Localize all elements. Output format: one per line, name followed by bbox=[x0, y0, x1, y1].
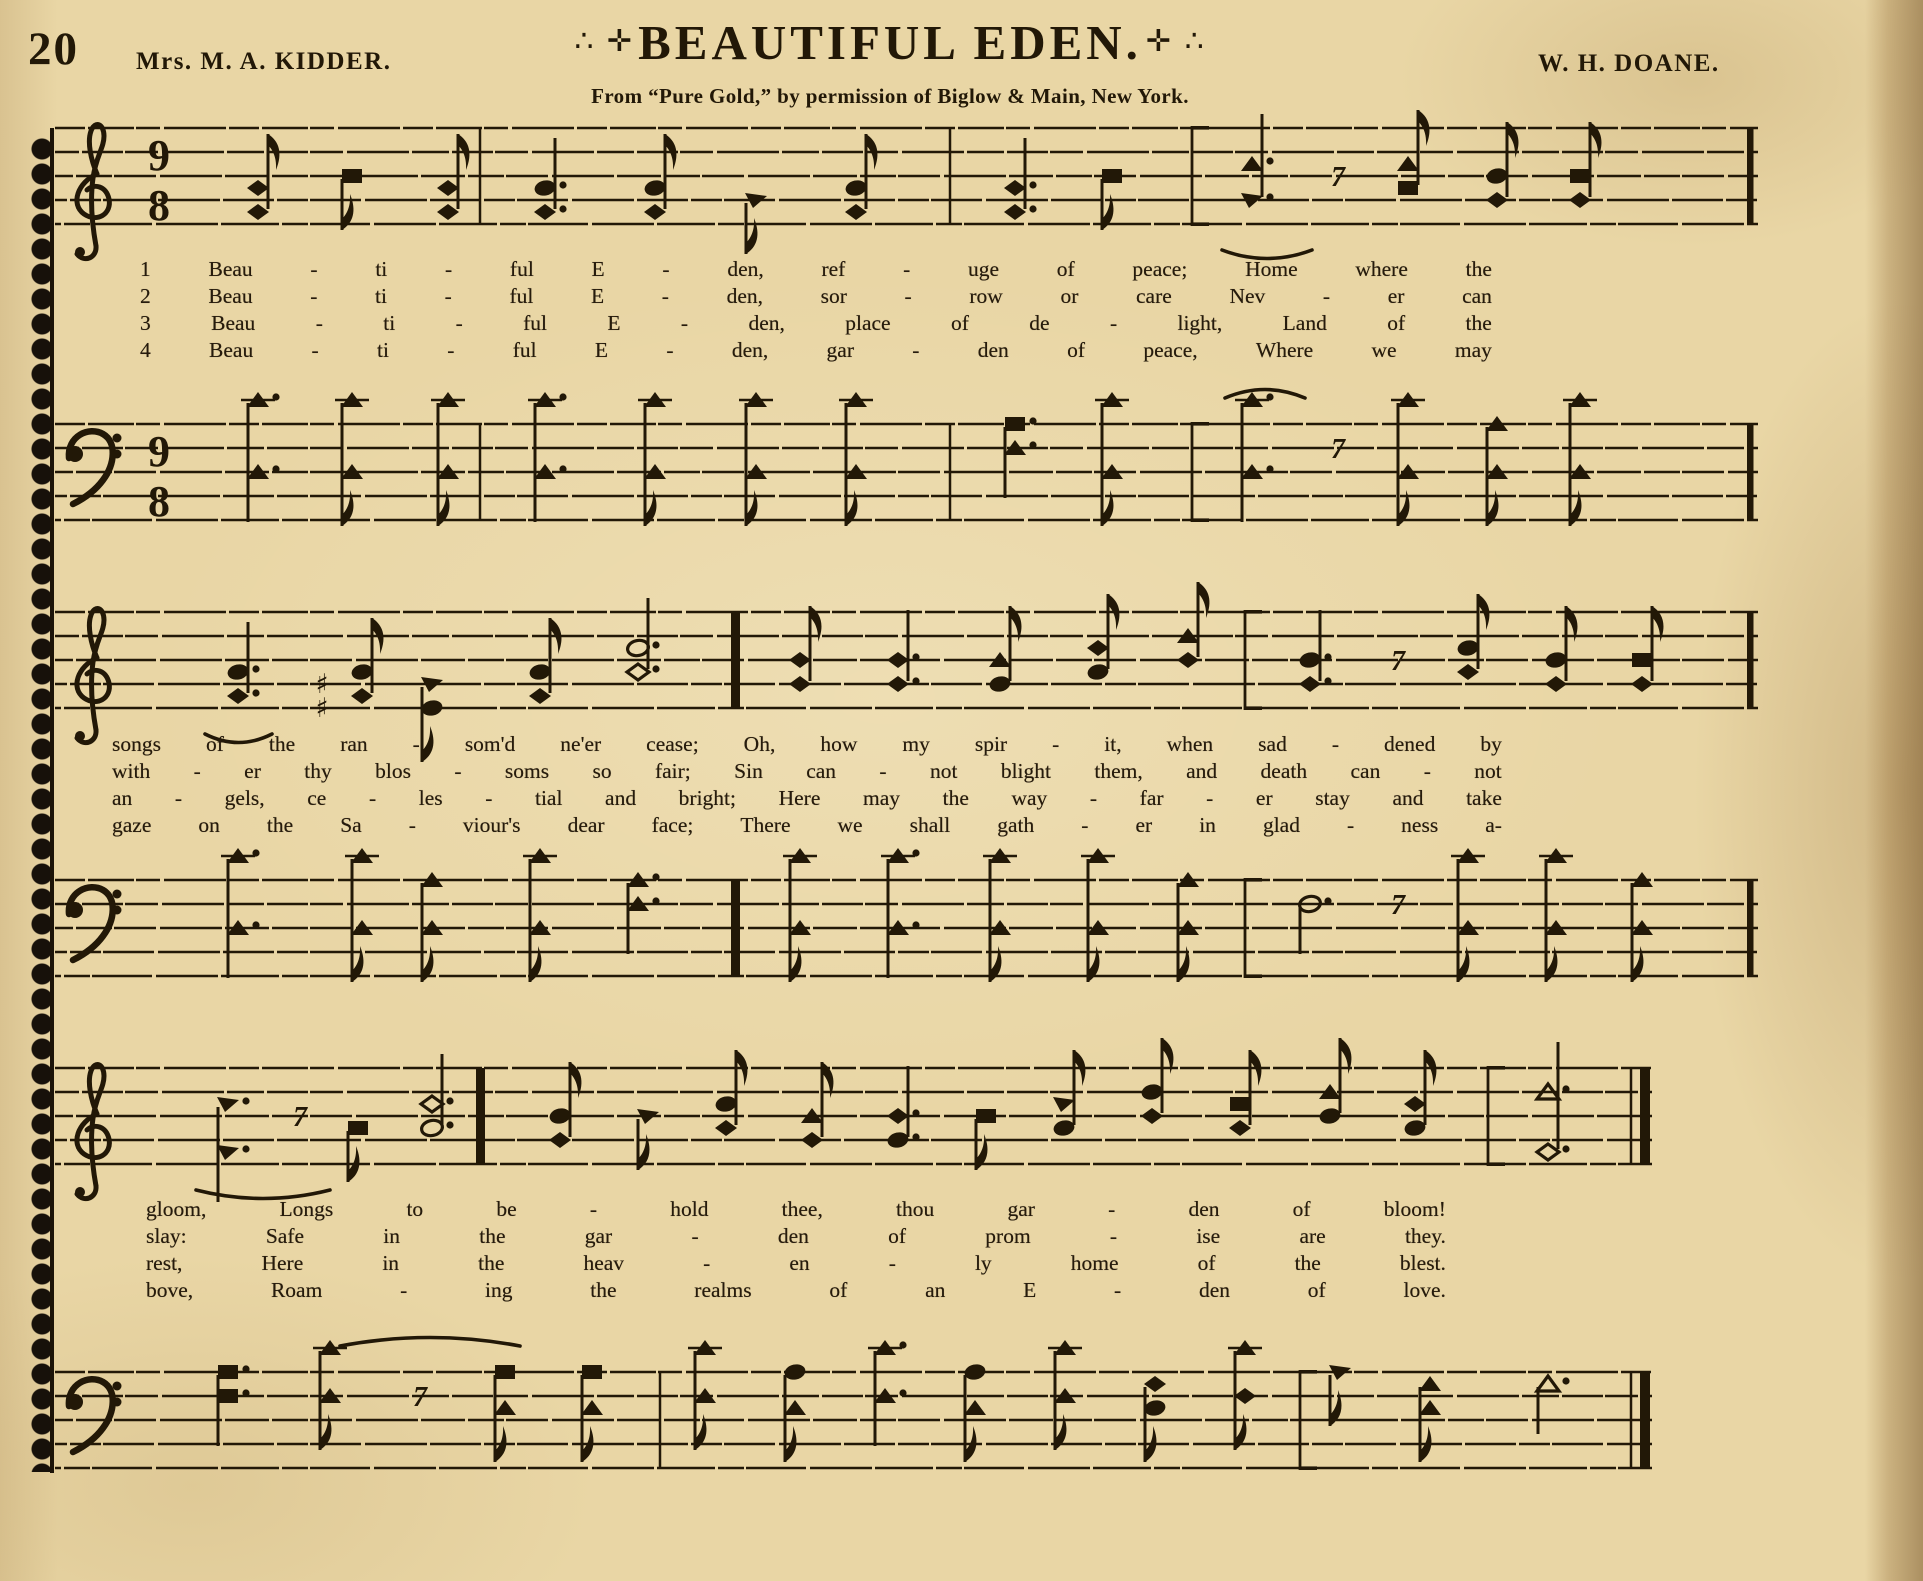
lyric-word: soms bbox=[504, 759, 550, 783]
lyric-word: the bbox=[1465, 311, 1492, 335]
svg-text:7: 7 bbox=[413, 1382, 427, 1413]
lyric-word: 1 bbox=[140, 257, 151, 281]
svg-text:9: 9 bbox=[148, 131, 170, 180]
lyrics-verse-line bbox=[112, 785, 1502, 811]
lyric-word: love. bbox=[1403, 1278, 1446, 1302]
lyric-word: row bbox=[969, 284, 1003, 308]
lyric-word: fair; bbox=[654, 759, 691, 783]
lyric-word: E bbox=[590, 284, 605, 308]
lyric-word: in bbox=[383, 1224, 401, 1248]
lyric-word: ti bbox=[383, 311, 396, 335]
lyric-word: of bbox=[205, 732, 224, 756]
lyric-word: Where bbox=[1255, 338, 1314, 362]
lyric-word: gloom, bbox=[146, 1197, 207, 1221]
lyric-word: - bbox=[444, 284, 452, 308]
lyric-word: on bbox=[198, 813, 220, 837]
lyric-word: E bbox=[591, 257, 605, 281]
lyric-word: les bbox=[418, 786, 443, 810]
lyric-word: - bbox=[455, 311, 463, 335]
lyric-word: home bbox=[1070, 1251, 1119, 1275]
lyric-word: my bbox=[902, 732, 930, 756]
lyric-word: - bbox=[903, 257, 911, 281]
lyric-word: er bbox=[244, 759, 261, 783]
lyric-word: can bbox=[1350, 759, 1381, 783]
lyric-word: may bbox=[1454, 338, 1492, 362]
lyric-word: peace; bbox=[1132, 257, 1188, 281]
lyric-word: ne'er bbox=[560, 732, 602, 756]
lyric-word: songs bbox=[112, 732, 161, 756]
lyric-word: take bbox=[1466, 786, 1502, 810]
lyric-word: thou bbox=[896, 1197, 935, 1221]
lyric-word: Nev bbox=[1229, 284, 1266, 308]
lyric-word: ful bbox=[523, 311, 547, 335]
lyric-word: spir bbox=[974, 732, 1008, 756]
lyric-word: - bbox=[1114, 1278, 1122, 1302]
lyric-word: - bbox=[703, 1251, 711, 1275]
lyric-word: 3 bbox=[140, 311, 151, 335]
lyric-word: - bbox=[1206, 786, 1214, 810]
lyrics-verse-line bbox=[140, 337, 1492, 363]
lyric-word: blight bbox=[1000, 759, 1051, 783]
source-attribution: From “Pure Gold,” by permission of Biglow & Main, New York. bbox=[591, 84, 1189, 108]
lyric-word: 4 bbox=[140, 338, 151, 362]
lyric-word: to bbox=[406, 1197, 424, 1221]
lyric-word: - bbox=[1346, 813, 1355, 837]
lyric-word: E bbox=[594, 338, 609, 362]
lyric-word: er bbox=[1135, 813, 1153, 837]
lyric-word: an bbox=[925, 1278, 946, 1302]
lyric-word: the bbox=[942, 786, 969, 810]
lyric-word: den, bbox=[748, 311, 785, 335]
lyric-word: face; bbox=[651, 813, 694, 837]
lyric-word: of bbox=[829, 1278, 848, 1302]
lyric-word: in bbox=[1199, 813, 1216, 837]
lyric-word: gar bbox=[1007, 1197, 1035, 1221]
lyric-word: - bbox=[310, 257, 318, 281]
composer-credit: W. H. DOANE. bbox=[1538, 50, 1720, 77]
lyric-word: the bbox=[479, 1224, 506, 1248]
lyric-word: ing bbox=[485, 1278, 513, 1302]
title-ornament-right-icon: ✛ ∴ bbox=[1145, 24, 1206, 59]
svg-text:7: 7 bbox=[1391, 890, 1405, 921]
lyric-word: sad bbox=[1258, 732, 1287, 756]
lyric-word: - bbox=[888, 1251, 896, 1275]
page-number: 20 bbox=[28, 23, 79, 75]
lyric-word: we bbox=[837, 813, 863, 837]
svg-text:7: 7 bbox=[293, 1102, 307, 1133]
lyric-word: ful bbox=[512, 338, 537, 362]
lyric-word: Sa bbox=[340, 813, 362, 837]
lyric-word: - bbox=[904, 284, 912, 308]
lyric-word: of bbox=[1292, 1197, 1311, 1221]
lyric-word: a- bbox=[1485, 813, 1502, 837]
lyric-word: There bbox=[740, 813, 791, 837]
lyric-word: E bbox=[1023, 1278, 1037, 1302]
lyric-word: it, bbox=[1104, 732, 1122, 756]
svg-text:7: 7 bbox=[1391, 646, 1405, 677]
lyric-word: can bbox=[806, 759, 837, 783]
lyric-word: far bbox=[1139, 786, 1164, 810]
svg-text:♯: ♯ bbox=[315, 693, 329, 724]
lyric-word: bloom! bbox=[1383, 1197, 1446, 1221]
lyric-word: how bbox=[820, 732, 858, 756]
page-title: BEAUTIFUL EDEN. bbox=[638, 15, 1142, 70]
lyrics-verse-line bbox=[140, 310, 1492, 336]
lyric-word: we bbox=[1371, 338, 1397, 362]
lyric-word: place bbox=[845, 311, 891, 335]
lyric-word: Beau bbox=[211, 311, 256, 335]
lyric-word: - bbox=[1108, 1197, 1116, 1221]
lyric-word: - bbox=[912, 338, 920, 362]
lyric-word: glad bbox=[1262, 813, 1300, 837]
lyric-word: - bbox=[662, 257, 670, 281]
lyric-word: the bbox=[478, 1251, 505, 1275]
svg-text:♯: ♯ bbox=[315, 669, 329, 700]
lyric-word: - bbox=[879, 759, 887, 783]
lyric-word: ti bbox=[375, 284, 387, 308]
lyric-word: the bbox=[266, 813, 294, 837]
lyric-word: den bbox=[1188, 1197, 1220, 1221]
lyric-word: of bbox=[1387, 311, 1406, 335]
lyric-word: ce bbox=[307, 786, 327, 810]
lyric-word: Beau bbox=[208, 284, 253, 308]
lyric-word: gath bbox=[997, 813, 1035, 837]
lyric-word: - bbox=[445, 257, 453, 281]
page-edge-shadow bbox=[1865, 0, 1923, 1581]
lyric-word: gar bbox=[826, 338, 854, 362]
lyric-word: they. bbox=[1404, 1224, 1446, 1248]
lyrics-verse-line bbox=[146, 1250, 1446, 1276]
lyric-word: - bbox=[174, 786, 183, 810]
lyric-word: of bbox=[1067, 338, 1086, 362]
lyric-word: - bbox=[447, 338, 455, 362]
lyrics-verse-line bbox=[112, 731, 1502, 757]
lyric-word: den bbox=[977, 338, 1009, 362]
lyric-word: ly bbox=[974, 1251, 992, 1275]
lyric-word: Beau bbox=[208, 257, 253, 281]
svg-text:8: 8 bbox=[148, 181, 170, 230]
lyric-word: Safe bbox=[265, 1224, 305, 1248]
lyric-word: - bbox=[1322, 284, 1331, 308]
lyricist-credit: Mrs. M. A. KIDDER. bbox=[136, 48, 392, 75]
lyric-word: or bbox=[1060, 284, 1079, 308]
lyric-word: blos bbox=[375, 759, 411, 783]
lyric-word: care bbox=[1136, 284, 1172, 308]
lyric-word: death bbox=[1260, 759, 1308, 783]
lyric-word: ran bbox=[340, 732, 368, 756]
lyric-word: and bbox=[1392, 786, 1424, 810]
lyric-word: - bbox=[485, 786, 493, 810]
svg-text:7: 7 bbox=[1331, 434, 1345, 465]
lyric-word: thee, bbox=[781, 1197, 823, 1221]
lyric-word: in bbox=[382, 1251, 400, 1275]
lyric-word: not bbox=[929, 759, 958, 783]
lyric-word: Oh, bbox=[743, 732, 776, 756]
lyric-word: - bbox=[408, 813, 416, 837]
lyric-word: den bbox=[1198, 1278, 1231, 1302]
lyric-word: of bbox=[888, 1224, 907, 1248]
lyric-word: the bbox=[268, 732, 296, 756]
lyric-word: - bbox=[1331, 732, 1340, 756]
lyric-word: stay bbox=[1315, 786, 1350, 810]
lyric-word: so bbox=[592, 759, 612, 783]
lyric-word: bright; bbox=[678, 786, 737, 810]
lyric-word: de bbox=[1029, 311, 1050, 335]
lyric-word: - bbox=[1081, 813, 1089, 837]
lyric-word: den, bbox=[726, 284, 763, 308]
lyric-word: light, bbox=[1177, 311, 1223, 335]
lyrics-verse-line bbox=[112, 812, 1502, 838]
lyric-word: Here bbox=[261, 1251, 304, 1275]
lyric-word: - bbox=[193, 759, 201, 783]
lyric-word: of bbox=[950, 311, 969, 335]
lyric-word: - bbox=[1109, 1224, 1118, 1248]
lyric-word: - bbox=[315, 311, 323, 335]
lyric-word: the bbox=[1294, 1251, 1321, 1275]
lyric-word: way bbox=[1011, 786, 1048, 810]
lyric-word: en bbox=[789, 1251, 810, 1275]
lyric-word: Home bbox=[1245, 257, 1298, 281]
lyric-word: er bbox=[1255, 786, 1273, 810]
lyric-word: and bbox=[605, 786, 637, 810]
lyric-word: sor bbox=[820, 284, 847, 308]
lyric-word: - bbox=[1052, 732, 1060, 756]
lyric-word: ref bbox=[821, 257, 846, 281]
lyric-word: of bbox=[1307, 1278, 1326, 1302]
lyric-word: uge bbox=[967, 257, 1000, 281]
lyrics-verse-line bbox=[112, 758, 1502, 784]
lyric-word: of bbox=[1056, 257, 1075, 281]
lyrics-verse-line bbox=[146, 1196, 1446, 1222]
lyric-word: peace, bbox=[1143, 338, 1198, 362]
lyric-word: may bbox=[862, 786, 901, 810]
lyric-word: ise bbox=[1196, 1224, 1221, 1248]
lyric-word: - bbox=[1423, 759, 1431, 783]
lyric-word: - bbox=[311, 338, 319, 362]
lyric-word: realms bbox=[694, 1278, 752, 1302]
lyric-word: ful bbox=[509, 257, 534, 281]
lyric-word: and bbox=[1186, 759, 1218, 783]
lyric-word: bove, bbox=[146, 1278, 194, 1302]
lyric-word: Beau bbox=[209, 338, 254, 362]
lyric-word: den, bbox=[727, 257, 764, 281]
lyric-word: 2 bbox=[140, 284, 151, 308]
lyric-word: heav bbox=[583, 1251, 625, 1275]
lyric-word: can bbox=[1462, 284, 1492, 308]
lyric-word: som'd bbox=[464, 732, 516, 756]
lyric-word: Land bbox=[1282, 311, 1327, 335]
lyric-word: Sin bbox=[734, 759, 763, 783]
lyric-word: the bbox=[1465, 257, 1492, 281]
lyric-word: - bbox=[368, 786, 377, 810]
lyric-word: prom bbox=[985, 1224, 1031, 1248]
lyric-word: of bbox=[1197, 1251, 1216, 1275]
lyric-word: ful bbox=[509, 284, 534, 308]
lyric-word: hold bbox=[670, 1197, 709, 1221]
svg-text:7: 7 bbox=[1331, 162, 1345, 193]
lyric-word: ti bbox=[375, 257, 388, 281]
lyric-word: viour's bbox=[462, 813, 521, 837]
lyric-word: an bbox=[112, 786, 133, 810]
lyric-word: den, bbox=[731, 338, 769, 362]
lyrics-verse-line bbox=[140, 283, 1492, 309]
lyric-word: - bbox=[1089, 786, 1098, 810]
lyric-word: Longs bbox=[279, 1197, 334, 1221]
lyric-word: - bbox=[589, 1197, 598, 1221]
lyric-word: gels, bbox=[224, 786, 265, 810]
lyric-word: blest. bbox=[1399, 1251, 1446, 1275]
lyric-word: - bbox=[680, 311, 689, 335]
lyric-word: cease; bbox=[646, 732, 699, 756]
lyric-word: - bbox=[661, 284, 669, 308]
lyric-word: shall bbox=[909, 813, 951, 837]
lyric-word: - bbox=[691, 1224, 699, 1248]
svg-text:8: 8 bbox=[148, 477, 170, 526]
lyric-word: dened bbox=[1384, 732, 1436, 756]
lyric-word: - bbox=[666, 338, 674, 362]
lyric-word: where bbox=[1355, 257, 1408, 281]
lyric-word: are bbox=[1299, 1224, 1326, 1248]
lyric-word: Here bbox=[778, 786, 821, 810]
staff-system3-bass bbox=[21, 1272, 1686, 1560]
lyrics-verse-line bbox=[140, 256, 1492, 282]
title-ornament-left-icon: ∴ ✛ bbox=[574, 24, 635, 59]
lyric-word: thy bbox=[304, 759, 332, 783]
lyric-word: be bbox=[496, 1197, 517, 1221]
lyric-word: den bbox=[777, 1224, 809, 1248]
lyric-word: - bbox=[310, 284, 318, 308]
lyric-word: E bbox=[607, 311, 621, 335]
lyric-word: rest, bbox=[146, 1251, 183, 1275]
svg-text:9: 9 bbox=[148, 427, 170, 476]
lyric-word: ti bbox=[377, 338, 389, 362]
lyric-word: tial bbox=[534, 786, 563, 810]
lyric-word: gaze bbox=[112, 813, 152, 837]
lyric-word: - bbox=[412, 732, 420, 756]
lyric-word: - bbox=[1109, 311, 1118, 335]
lyrics-verse-line bbox=[146, 1277, 1446, 1303]
lyric-word: gar bbox=[584, 1224, 613, 1248]
lyric-word: not bbox=[1474, 759, 1502, 783]
lyric-word: Roam bbox=[270, 1278, 323, 1302]
lyric-word: them, bbox=[1094, 759, 1143, 783]
lyric-word: with bbox=[112, 759, 151, 783]
lyric-word: - bbox=[454, 759, 462, 783]
lyric-word: ness bbox=[1401, 813, 1439, 837]
lyric-word: the bbox=[590, 1278, 617, 1302]
lyric-word: er bbox=[1387, 284, 1405, 308]
lyric-word: - bbox=[400, 1278, 408, 1302]
lyric-word: dear bbox=[567, 813, 605, 837]
lyric-word: by bbox=[1480, 732, 1502, 756]
lyrics-verse-line bbox=[146, 1223, 1446, 1249]
lyric-word: when bbox=[1166, 732, 1214, 756]
lyric-word: slay: bbox=[146, 1224, 187, 1248]
